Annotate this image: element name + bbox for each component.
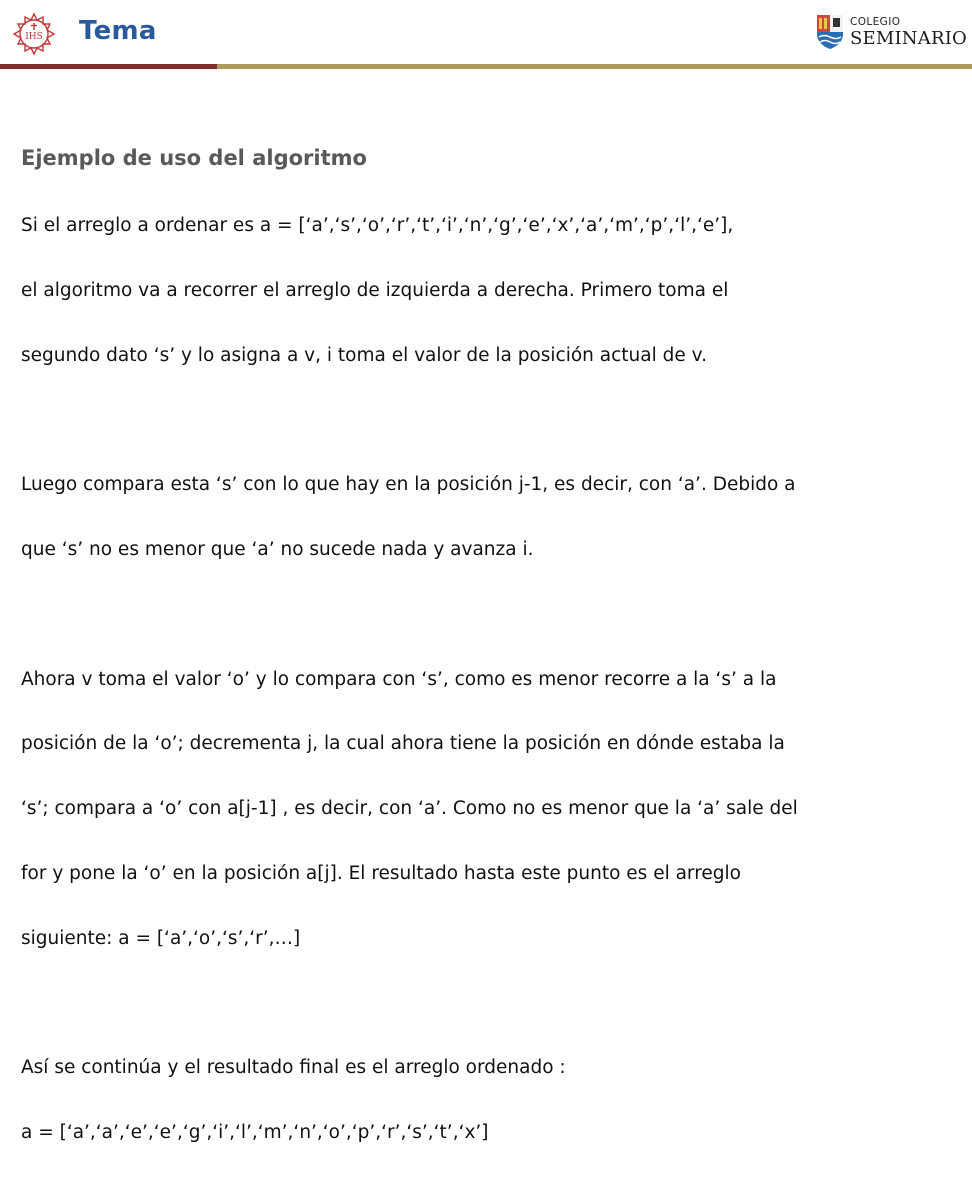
brand-seminario-label: SEMINARIO xyxy=(850,28,967,49)
ihs-logo-text: IHS xyxy=(25,32,43,42)
text-line: for y pone la ‘o’ en la posición a[j]. El resultado hasta este punto es el arreglo xyxy=(21,863,741,884)
divider-right-segment xyxy=(217,64,972,69)
header-divider xyxy=(0,64,972,69)
colegio-seminario-logo xyxy=(816,14,966,54)
brand-colegio-label: COLEGIO xyxy=(850,16,901,28)
divider-left-segment xyxy=(0,64,217,69)
text-line: siguiente: a = [‘a’,‘o’,‘s’,‘r’,…] xyxy=(21,927,301,949)
text-line: posición de la ‘o’; decrementa j, la cual ahora tiene la posición en dónde estaba la xyxy=(21,733,785,755)
paragraph-2 xyxy=(21,431,956,604)
text-line: el algoritmo va a recorrer el arreglo de izquierda a derecha. Primero toma el xyxy=(21,279,729,301)
shield-icon xyxy=(816,14,844,50)
text-line: Luego compara esta ‘s’ con lo que hay en la posición j-1, es decir, con ‘a’. Debido a xyxy=(21,474,796,496)
ihs-emblem-logo xyxy=(12,12,56,56)
paragraph-3 xyxy=(21,625,956,992)
text-line: Si el arreglo a ordenar es a = [‘a’,‘s’,‘o’,‘r’,‘t’,‘i’,‘n’,‘g’,‘e’,‘x’,‘a’,‘m’,‘p’,‘l’,‘e’], xyxy=(21,215,734,237)
text-line: Así se continúa y el resultado final es el arreglo ordenado : xyxy=(21,1057,566,1079)
text-line: ‘s’; compara a ‘o’ con a[j-1] , es decir, con ‘a’. Como no es menor que la ‘a’ sale del xyxy=(21,798,798,820)
paragraph-4 xyxy=(21,1014,956,1187)
text-line: a = [‘a’,‘a’,‘e’,‘e’,‘g’,‘i’,‘l’,‘m’,‘n’,‘o’,‘p’,‘r’,‘s’,‘t’,‘x’] xyxy=(21,1122,489,1144)
section-heading: Ejemplo de uso del algoritmo xyxy=(21,146,367,170)
text-line: que ‘s’ no es menor que ‘a’ no sucede nada y avanza i. xyxy=(21,539,534,561)
slide-body xyxy=(21,145,956,1187)
page-title: Tema xyxy=(79,16,157,46)
paragraph-1 xyxy=(21,172,956,410)
text-line: segundo dato ‘s’ y lo asigna a v, i toma el valor de la posición actual de v. xyxy=(21,344,708,366)
slide-header xyxy=(0,0,972,70)
text-line: Ahora v toma el valor ‘o’ y lo compara con ‘s’, como es menor recorre a la ‘s’ a la xyxy=(21,668,777,690)
